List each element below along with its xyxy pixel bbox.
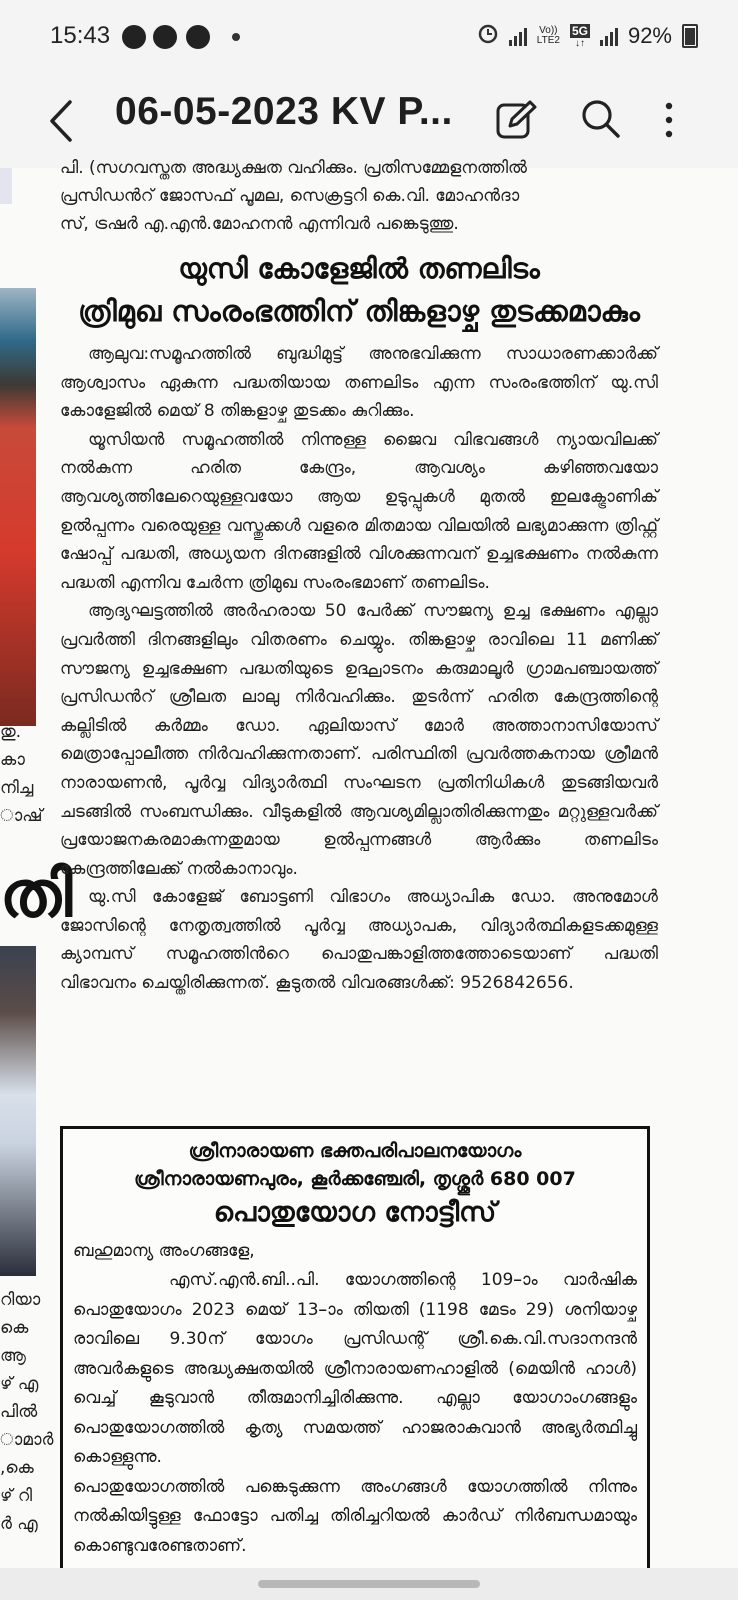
adjacent-text: ാമാർ [0,1430,54,1450]
more-vertical-icon [654,98,684,142]
status-bar [0,0,738,74]
notification-dot-icon [232,33,240,41]
adjacent-column-clip [0,168,73,1568]
document-title: 06-05-2023 KV P... [115,90,453,133]
notice-title: പൊതുയോഗ നോട്ടീസ് [213,1197,497,1228]
notice-org-name: ശ്രീനാരായണ ഭക്തപരിപാലനയോഗം [188,1140,522,1162]
adjacent-text: ഴ്‌ എ [0,1374,39,1394]
continued-text-line: സ്, ട്രഷർ എ.എൻ.മോഹനൻ എന്നിവർ പങ്കെടുത്തു. [60,214,459,234]
network-5g-icon: 5G ↓↑ [571,23,588,49]
meeting-notice-box [60,1126,650,1586]
more-options-button[interactable] [654,98,684,142]
chevron-left-icon [40,94,88,148]
adjacent-box [0,168,12,204]
phone-call-icon [153,25,177,49]
adjacent-photo [0,288,36,726]
adjacent-text: ർ എ [0,1514,38,1534]
news-article [60,158,658,998]
paytm-icon [186,25,210,49]
search-icon [578,96,622,140]
continued-text-line: പ്രസിഡൻറ് ജോസഫ് പൂമല, സെക്രട്ടറി കെ.വി. മോഹൻദാ [60,186,520,206]
battery-percent: 92% [627,23,672,48]
headline-line-2: ത്രിമുഖ സംരംഭത്തിന് തിങ്കളാഴ്ച തുടക്കമാകും [78,294,640,328]
adjacent-text: കെ [0,1318,29,1338]
status-right-icons [477,22,698,50]
status-time: 15:43 [50,22,111,49]
adjacent-text: ഴ്‌ റി [0,1486,33,1506]
paytm-icon [122,25,146,49]
adjacent-headline: തി [0,858,73,932]
battery-icon [682,24,698,48]
signal-strength-icon [509,26,527,46]
adjacent-text: പിൽ [0,1402,38,1422]
headline-line-1: യുസി കോളേജിൽ തണലിടം [178,252,540,285]
alarm-icon [477,22,499,50]
notice-org-address: ശ്രീനാരായണപുരം, കൂർക്കഞ്ചേരി, തൃശ്ശൂർ 680 007 [134,1168,576,1190]
volte-icon: Vo)) LTE2 [536,25,560,46]
edit-icon [494,98,538,142]
adjacent-text: റിയാ [0,1290,41,1310]
edit-button[interactable] [494,98,538,142]
article-paragraph: ആലുവ:സമൂഹത്തിൽ ബുദ്ധിമുട്ട് അനുഭവിക്കുന്ന സാധാരണക്കാർക്ക് ആശ്വാസം ഏകുന്ന പദ്ധതിയായ തണലിടം എന്ന സംരംഭത്തിന് യു.സി കോളേജിൽ മെയ് 8 തിങ്കളാഴ്ച തുടക്കം കുറിക്കും. [60,344,658,422]
notice-body: പൊതുയോഗത്തിൽ പങ്കെടുക്കുന്ന അംഗങ്ങൾ യോഗത്തിൽ നിന്നും നൽകിയിട്ടുള്ള ഫോട്ടോ പതിച്ച തിരിച്ചറിയൽ കാർഡ് നിർബന്ധമായും കൊണ്ടുവരേണ്ടതാണ്. [73,1476,637,1556]
back-button[interactable] [40,94,88,148]
article-headline [60,248,658,332]
adjacent-text: കാ [0,750,25,770]
continued-text-line: പി. (സഗവസ്തത അദ്ധ്യക്ഷത വഹിക്കും. പ്രതിസമ്മേളനത്തിൽ [60,158,527,178]
adjacent-text: തു. [0,722,22,742]
adjacent-text: ,കെ [0,1458,34,1478]
notice-body: എസ്.എൻ.ബി..പി. യോഗത്തിന്റെ 109–ാം വാർഷിക പൊതുയോഗം 2023 മെയ് 13–ാം തിയതി (1198 മേടം 29) ശനിയാഴ്ച രാവിലെ 9.30ന് യോഗം പ്രസിഡന്റ് ശ്രീ.കെ.വി.സദാനന്ദൻ അവർകളുടെ അദ്ധ്യക്ഷതയിൽ ശ്രീനാരായണഹാളിൽ (മെയിൻ ഹാൾ) വെച്ച് കൂടുവാൻ തീരുമാനിച്ചിരിക്കുന്നു. എല്ലാ യോഗാംഗങ്ങളും പൊതുയോഗത്തിൽ കൃത്യ സമയത്ത് ഹാജരാകുവാൻ അഭ്യർത്ഥിച്ചു കൊള്ളുന്നു. [73,1270,637,1467]
article-paragraph: ആദ്യഘട്ടത്തിൽ അർഹരായ 50 പേർക്ക് സൗജന്യ ഉച്ച ഭക്ഷണം എല്ലാ പ്രവർത്തി ദിനങ്ങളിലും വിതരണം ചെയ്യും. തിങ്കളാഴ്ച രാവിലെ 11 മണിക്ക് സൗജന്യ ഉച്ചഭക്ഷണ പദ്ധതിയുടെ ഉദ്ഘാടനം കരുമാലൂർ ഗ്രാമപഞ്ചായത്ത് പ്രസിഡൻറ് ശ്രീലത ലാലു നിർവഹിക്കും. തുടർന്ന് ഹരിത കേന്ദ്രത്തിന്റെ കല്ലിടിൽ കർമ്മം ഡോ. ഏലിയാസ് മോർ അത്താനാസിയോസ് മെത്രാപ്പോലീത്ത നിർവഹിക്കുന്നതാണ്. പരിസ്ഥിതി പ്രവർത്തകനായ ശ്രീമൻ നാരായണൻ, പൂർവ്വ വിദ്യാർത്ഥി സംഘടന പ്രതിനിധികൾ തുടങ്ങിയവർ ചടങ്ങിൽ സംബന്ധിക്കും. വീടുകളിൽ ആവശ്യമില്ലാതിരിക്കുന്നതും മറ്റുള്ളവർക്ക് പ്രയോജനകരമാകുന്നതുമായ ഉൽപ്പന്നങ്ങൾ ആർക്കും തണലിടം കേന്ദ്രത്തിലേക്ക് നൽകാനാവും. [60,601,658,879]
adjacent-text: ാഷ് [0,806,43,826]
adjacent-text: നിച്ച [0,778,34,798]
search-button[interactable] [578,96,622,140]
adjacent-photo [0,946,36,1276]
newspaper-page[interactable] [0,158,738,1568]
gesture-navigation-bar [0,1568,738,1600]
signal-strength-icon [600,26,618,46]
home-gesture-handle[interactable] [258,1580,480,1588]
adjacent-text: ആ [0,1346,26,1366]
notice-greeting: ബഹുമാന്യ അംഗങ്ങളേ, [73,1241,255,1261]
article-paragraph: യു.സി കോളേജ് ബോട്ടണി വിഭാഗം അധ്യാപിക ഡോ. അനുമോൾ ജോസിന്റെ നേതൃത്വത്തിൽ പൂർവ്വ അധ്യാപക, വിദ്യാർത്ഥികളടക്കമുള്ള ക്യാമ്പസ് സമൂഹത്തിൻറെ പൊതുപങ്കാളിത്തത്തോടെയാണ് പദ്ധതി വിഭാവനം ചെയ്തിരിക്കുന്നത്. കൂടുതൽ വിവരങ്ങൾക്ക്: 9526842656. [60,887,658,994]
article-paragraph: യൂസിയൻ സമൂഹത്തിൽ നിന്നുള്ള ജൈവ വിഭവങ്ങൾ ന്യായവിലക്ക് നൽകുന്ന ഹരിത കേന്ദ്രം, ആവശ്യം കഴിഞ്ഞവയോ ആവശ്യത്തിലേറെയുള്ളവയോ ആയ ഉടുപ്പുകൾ മുതൽ ഇലക്ട്രോണിക് ഉൽപ്പന്നം വരെയുള്ള വസ്തുക്കൾ വളരെ മിതമായ വിലയിൽ ലഭ്യമാക്കുന്ന ത്രിഫ്റ്റ് ഷോപ്പ് പദ്ധതി, അധ്യയന ദിനങ്ങളിൽ വിശക്കുന്നവന് ഉച്ചഭക്ഷണം നൽകുന്ന പദ്ധതി എന്നിവ ചേർന്ന ത്രിമുഖ സംരംഭമാണ് തണലിടം. [60,429,658,593]
